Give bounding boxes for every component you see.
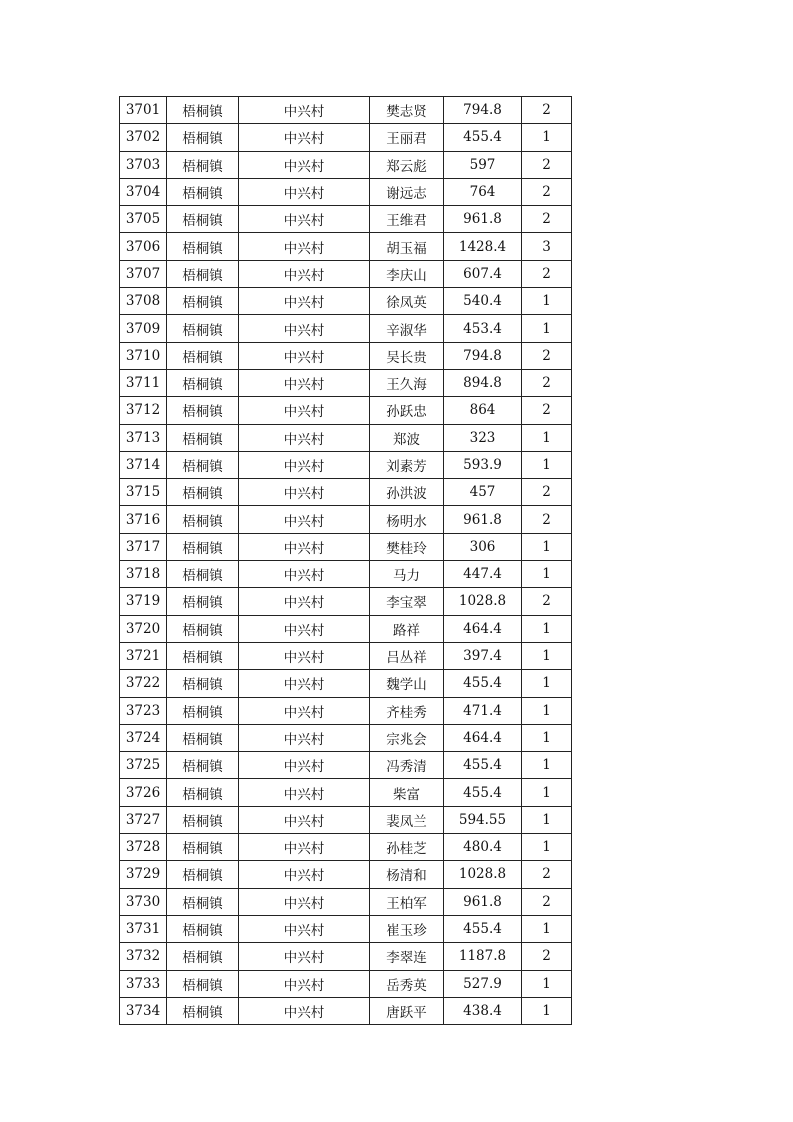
amount-cell: 455.4 — [444, 915, 522, 942]
count-cell: 1 — [522, 779, 572, 806]
count-cell: 1 — [522, 615, 572, 642]
amount-cell: 594.55 — [444, 806, 522, 833]
town-cell: 梧桐镇 — [167, 561, 239, 588]
row-id-cell: 3708 — [120, 288, 167, 315]
count-cell: 2 — [522, 342, 572, 369]
name-cell: 魏学山 — [370, 670, 444, 697]
town-cell: 梧桐镇 — [167, 206, 239, 233]
count-cell: 3 — [522, 233, 572, 260]
count-cell: 2 — [522, 178, 572, 205]
row-id-cell: 3710 — [120, 342, 167, 369]
village-cell: 中兴村 — [239, 943, 370, 970]
amount-cell: 1028.8 — [444, 861, 522, 888]
amount-cell: 480.4 — [444, 834, 522, 861]
amount-cell: 894.8 — [444, 369, 522, 396]
row-id-cell: 3732 — [120, 943, 167, 970]
town-cell: 梧桐镇 — [167, 369, 239, 396]
row-id-cell: 3715 — [120, 479, 167, 506]
count-cell: 1 — [522, 806, 572, 833]
amount-cell: 597 — [444, 151, 522, 178]
village-cell: 中兴村 — [239, 124, 370, 151]
town-cell: 梧桐镇 — [167, 642, 239, 669]
row-id-cell: 3705 — [120, 206, 167, 233]
table-row — [120, 479, 572, 506]
town-cell: 梧桐镇 — [167, 424, 239, 451]
table-row — [120, 97, 572, 124]
table-row — [120, 861, 572, 888]
table-row — [120, 670, 572, 697]
name-cell: 马力 — [370, 561, 444, 588]
amount-cell: 455.4 — [444, 779, 522, 806]
name-cell: 李宝翠 — [370, 588, 444, 615]
town-cell: 梧桐镇 — [167, 615, 239, 642]
name-cell: 王丽君 — [370, 124, 444, 151]
town-cell: 梧桐镇 — [167, 506, 239, 533]
count-cell: 1 — [522, 997, 572, 1024]
row-id-cell: 3713 — [120, 424, 167, 451]
count-cell: 1 — [522, 915, 572, 942]
row-id-cell: 3718 — [120, 561, 167, 588]
village-cell: 中兴村 — [239, 834, 370, 861]
table-row — [120, 806, 572, 833]
row-id-cell: 3726 — [120, 779, 167, 806]
count-cell: 2 — [522, 861, 572, 888]
name-cell: 樊志贤 — [370, 97, 444, 124]
table-row — [120, 724, 572, 751]
count-cell: 1 — [522, 670, 572, 697]
amount-cell: 864 — [444, 397, 522, 424]
village-cell: 中兴村 — [239, 288, 370, 315]
amount-cell: 961.8 — [444, 506, 522, 533]
village-cell: 中兴村 — [239, 861, 370, 888]
town-cell: 梧桐镇 — [167, 97, 239, 124]
row-id-cell: 3711 — [120, 369, 167, 396]
name-cell: 徐凤英 — [370, 288, 444, 315]
village-cell: 中兴村 — [239, 260, 370, 287]
count-cell: 2 — [522, 151, 572, 178]
row-id-cell: 3709 — [120, 315, 167, 342]
name-cell: 岳秀英 — [370, 970, 444, 997]
village-cell: 中兴村 — [239, 451, 370, 478]
row-id-cell: 3702 — [120, 124, 167, 151]
count-cell: 1 — [522, 533, 572, 560]
table-row — [120, 369, 572, 396]
table-row — [120, 124, 572, 151]
amount-cell: 1028.8 — [444, 588, 522, 615]
row-id-cell: 3731 — [120, 915, 167, 942]
name-cell: 宗兆会 — [370, 724, 444, 751]
town-cell: 梧桐镇 — [167, 588, 239, 615]
village-cell: 中兴村 — [239, 724, 370, 751]
count-cell: 2 — [522, 888, 572, 915]
town-cell: 梧桐镇 — [167, 997, 239, 1024]
name-cell: 杨明水 — [370, 506, 444, 533]
row-id-cell: 3706 — [120, 233, 167, 260]
village-cell: 中兴村 — [239, 752, 370, 779]
village-cell: 中兴村 — [239, 615, 370, 642]
count-cell: 1 — [522, 697, 572, 724]
amount-cell: 306 — [444, 533, 522, 560]
amount-cell: 607.4 — [444, 260, 522, 287]
table-row — [120, 342, 572, 369]
village-cell: 中兴村 — [239, 533, 370, 560]
town-cell: 梧桐镇 — [167, 806, 239, 833]
count-cell: 2 — [522, 206, 572, 233]
row-id-cell: 3712 — [120, 397, 167, 424]
town-cell: 梧桐镇 — [167, 479, 239, 506]
row-id-cell: 3722 — [120, 670, 167, 697]
count-cell: 1 — [522, 970, 572, 997]
count-cell: 1 — [522, 752, 572, 779]
town-cell: 梧桐镇 — [167, 943, 239, 970]
town-cell: 梧桐镇 — [167, 888, 239, 915]
town-cell: 梧桐镇 — [167, 124, 239, 151]
village-cell: 中兴村 — [239, 315, 370, 342]
village-cell: 中兴村 — [239, 424, 370, 451]
row-id-cell: 3724 — [120, 724, 167, 751]
village-cell: 中兴村 — [239, 342, 370, 369]
name-cell: 孙洪波 — [370, 479, 444, 506]
table-row — [120, 178, 572, 205]
village-cell: 中兴村 — [239, 997, 370, 1024]
table-row — [120, 588, 572, 615]
amount-cell: 961.8 — [444, 206, 522, 233]
amount-cell: 471.4 — [444, 697, 522, 724]
amount-cell: 794.8 — [444, 97, 522, 124]
amount-cell: 593.9 — [444, 451, 522, 478]
name-cell: 谢远志 — [370, 178, 444, 205]
village-cell: 中兴村 — [239, 206, 370, 233]
row-id-cell: 3721 — [120, 642, 167, 669]
village-cell: 中兴村 — [239, 970, 370, 997]
count-cell: 2 — [522, 943, 572, 970]
data-table — [119, 96, 572, 1025]
table-row — [120, 397, 572, 424]
table-row — [120, 260, 572, 287]
table-body — [120, 97, 572, 1025]
village-cell: 中兴村 — [239, 779, 370, 806]
amount-cell: 1428.4 — [444, 233, 522, 260]
table-row — [120, 288, 572, 315]
amount-cell: 464.4 — [444, 724, 522, 751]
town-cell: 梧桐镇 — [167, 915, 239, 942]
town-cell: 梧桐镇 — [167, 834, 239, 861]
village-cell: 中兴村 — [239, 369, 370, 396]
table-row — [120, 533, 572, 560]
name-cell: 吴长贵 — [370, 342, 444, 369]
town-cell: 梧桐镇 — [167, 315, 239, 342]
amount-cell: 540.4 — [444, 288, 522, 315]
town-cell: 梧桐镇 — [167, 533, 239, 560]
name-cell: 刘素芳 — [370, 451, 444, 478]
town-cell: 梧桐镇 — [167, 697, 239, 724]
amount-cell: 447.4 — [444, 561, 522, 588]
table-row — [120, 888, 572, 915]
town-cell: 梧桐镇 — [167, 779, 239, 806]
name-cell: 崔玉珍 — [370, 915, 444, 942]
table-row — [120, 615, 572, 642]
amount-cell: 323 — [444, 424, 522, 451]
table-row — [120, 915, 572, 942]
amount-cell: 527.9 — [444, 970, 522, 997]
count-cell: 2 — [522, 260, 572, 287]
name-cell: 路祥 — [370, 615, 444, 642]
amount-cell: 455.4 — [444, 124, 522, 151]
count-cell: 1 — [522, 424, 572, 451]
town-cell: 梧桐镇 — [167, 233, 239, 260]
amount-cell: 438.4 — [444, 997, 522, 1024]
village-cell: 中兴村 — [239, 915, 370, 942]
table-row — [120, 752, 572, 779]
town-cell: 梧桐镇 — [167, 670, 239, 697]
table-row — [120, 997, 572, 1024]
row-id-cell: 3723 — [120, 697, 167, 724]
town-cell: 梧桐镇 — [167, 178, 239, 205]
amount-cell: 1187.8 — [444, 943, 522, 970]
row-id-cell: 3714 — [120, 451, 167, 478]
town-cell: 梧桐镇 — [167, 151, 239, 178]
row-id-cell: 3730 — [120, 888, 167, 915]
count-cell: 2 — [522, 369, 572, 396]
count-cell: 2 — [522, 397, 572, 424]
table-row — [120, 697, 572, 724]
table-row — [120, 424, 572, 451]
row-id-cell: 3720 — [120, 615, 167, 642]
town-cell: 梧桐镇 — [167, 260, 239, 287]
name-cell: 齐桂秀 — [370, 697, 444, 724]
amount-cell: 764 — [444, 178, 522, 205]
village-cell: 中兴村 — [239, 806, 370, 833]
row-id-cell: 3701 — [120, 97, 167, 124]
row-id-cell: 3704 — [120, 178, 167, 205]
table-row — [120, 315, 572, 342]
name-cell: 冯秀清 — [370, 752, 444, 779]
table-row — [120, 233, 572, 260]
village-cell: 中兴村 — [239, 670, 370, 697]
village-cell: 中兴村 — [239, 151, 370, 178]
village-cell: 中兴村 — [239, 561, 370, 588]
count-cell: 1 — [522, 561, 572, 588]
village-cell: 中兴村 — [239, 233, 370, 260]
town-cell: 梧桐镇 — [167, 342, 239, 369]
amount-cell: 457 — [444, 479, 522, 506]
table-row — [120, 561, 572, 588]
name-cell: 辛淑华 — [370, 315, 444, 342]
name-cell: 胡玉福 — [370, 233, 444, 260]
town-cell: 梧桐镇 — [167, 288, 239, 315]
table-row — [120, 451, 572, 478]
row-id-cell: 3728 — [120, 834, 167, 861]
village-cell: 中兴村 — [239, 97, 370, 124]
village-cell: 中兴村 — [239, 178, 370, 205]
name-cell: 杨清和 — [370, 861, 444, 888]
name-cell: 李翠连 — [370, 943, 444, 970]
count-cell: 1 — [522, 124, 572, 151]
name-cell: 孙桂芝 — [370, 834, 444, 861]
town-cell: 梧桐镇 — [167, 724, 239, 751]
row-id-cell: 3729 — [120, 861, 167, 888]
count-cell: 2 — [522, 479, 572, 506]
table-row — [120, 642, 572, 669]
count-cell: 1 — [522, 834, 572, 861]
name-cell: 王久海 — [370, 369, 444, 396]
amount-cell: 453.4 — [444, 315, 522, 342]
table-row — [120, 779, 572, 806]
count-cell: 2 — [522, 97, 572, 124]
name-cell: 孙跃忠 — [370, 397, 444, 424]
table-row — [120, 834, 572, 861]
row-id-cell: 3703 — [120, 151, 167, 178]
amount-cell: 397.4 — [444, 642, 522, 669]
amount-cell: 464.4 — [444, 615, 522, 642]
count-cell: 2 — [522, 588, 572, 615]
table-row — [120, 151, 572, 178]
amount-cell: 455.4 — [444, 670, 522, 697]
amount-cell: 961.8 — [444, 888, 522, 915]
village-cell: 中兴村 — [239, 588, 370, 615]
name-cell: 郑波 — [370, 424, 444, 451]
village-cell: 中兴村 — [239, 697, 370, 724]
town-cell: 梧桐镇 — [167, 451, 239, 478]
count-cell: 1 — [522, 451, 572, 478]
count-cell: 1 — [522, 315, 572, 342]
table-row — [120, 970, 572, 997]
name-cell: 裴凤兰 — [370, 806, 444, 833]
row-id-cell: 3725 — [120, 752, 167, 779]
village-cell: 中兴村 — [239, 479, 370, 506]
row-id-cell: 3734 — [120, 997, 167, 1024]
town-cell: 梧桐镇 — [167, 397, 239, 424]
name-cell: 王维君 — [370, 206, 444, 233]
village-cell: 中兴村 — [239, 506, 370, 533]
row-id-cell: 3716 — [120, 506, 167, 533]
count-cell: 1 — [522, 642, 572, 669]
village-cell: 中兴村 — [239, 642, 370, 669]
amount-cell: 455.4 — [444, 752, 522, 779]
name-cell: 吕丛祥 — [370, 642, 444, 669]
table-row — [120, 206, 572, 233]
name-cell: 柴富 — [370, 779, 444, 806]
table-row — [120, 943, 572, 970]
town-cell: 梧桐镇 — [167, 752, 239, 779]
row-id-cell: 3717 — [120, 533, 167, 560]
town-cell: 梧桐镇 — [167, 970, 239, 997]
row-id-cell: 3733 — [120, 970, 167, 997]
row-id-cell: 3719 — [120, 588, 167, 615]
row-id-cell: 3707 — [120, 260, 167, 287]
name-cell: 王柏军 — [370, 888, 444, 915]
amount-cell: 794.8 — [444, 342, 522, 369]
row-id-cell: 3727 — [120, 806, 167, 833]
name-cell: 唐跃平 — [370, 997, 444, 1024]
village-cell: 中兴村 — [239, 888, 370, 915]
name-cell: 郑云彪 — [370, 151, 444, 178]
count-cell: 1 — [522, 288, 572, 315]
count-cell: 2 — [522, 506, 572, 533]
town-cell: 梧桐镇 — [167, 861, 239, 888]
name-cell: 李庆山 — [370, 260, 444, 287]
table-row — [120, 506, 572, 533]
name-cell: 樊桂玲 — [370, 533, 444, 560]
village-cell: 中兴村 — [239, 397, 370, 424]
count-cell: 1 — [522, 724, 572, 751]
